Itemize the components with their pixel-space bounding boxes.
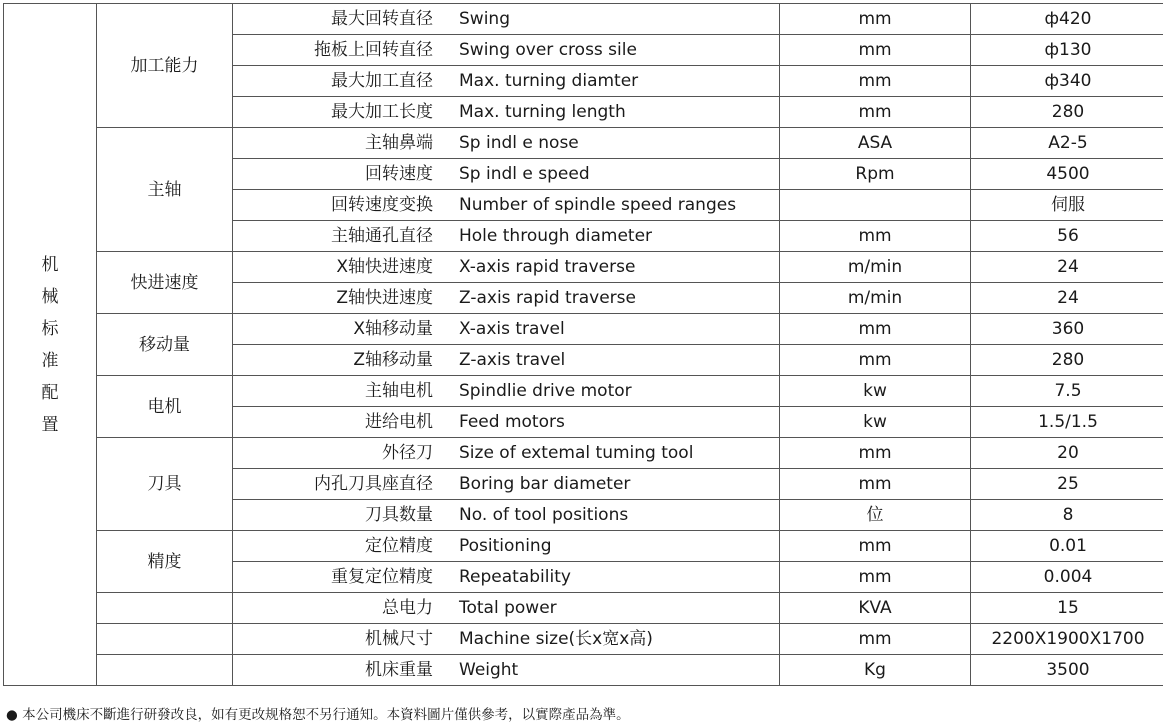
- table-row: [4, 438, 1163, 469]
- item-name-en: Boring bar diameter: [437, 469, 780, 500]
- item-unit: Kg: [780, 655, 971, 686]
- table-row: [4, 128, 1163, 159]
- item-name-en: Size of extemal tuming tool: [437, 438, 780, 469]
- item-unit: KVA: [780, 593, 971, 624]
- item-name-zh: 最大回转直径: [233, 4, 438, 35]
- group-label: [97, 655, 233, 686]
- group-label: 刀具: [97, 438, 233, 531]
- item-name-zh: 回转速度: [233, 159, 438, 190]
- item-value: 0.004: [971, 562, 1163, 593]
- item-name-en: Z-axis rapid traverse: [437, 283, 780, 314]
- item-name-en: Weight: [437, 655, 780, 686]
- item-value: 24: [971, 283, 1163, 314]
- table-row: [4, 376, 1163, 407]
- item-unit: kw: [780, 376, 971, 407]
- item-name-en: Number of spindle speed ranges: [437, 190, 780, 221]
- main-category-char: 置: [41, 414, 59, 435]
- table-row: [4, 531, 1163, 562]
- group-label: 电机: [97, 376, 233, 438]
- group-label: 主轴: [97, 128, 233, 252]
- item-unit: mm: [780, 562, 971, 593]
- item-name-zh: 最大加工直径: [233, 66, 438, 97]
- item-name-zh: 外径刀: [233, 438, 438, 469]
- item-name-en: Total power: [437, 593, 780, 624]
- item-name-zh: 主轴电机: [233, 376, 438, 407]
- item-value: 0.01: [971, 531, 1163, 562]
- item-name-zh: 内孔刀具座直径: [233, 469, 438, 500]
- footnote: ● 本公司機床不斷進行研發改良，如有更改规格恕不另行通知。本資料圖片僅供參考，以實際產品為準。: [6, 707, 630, 723]
- item-value: ф340: [971, 66, 1163, 97]
- item-value: 25: [971, 469, 1163, 500]
- table-row: [4, 593, 1163, 624]
- item-value: 20: [971, 438, 1163, 469]
- item-value: 56: [971, 221, 1163, 252]
- item-name-en: Max. turning diamter: [437, 66, 780, 97]
- item-name-zh: 重复定位精度: [233, 562, 438, 593]
- item-unit: mm: [780, 314, 971, 345]
- item-value: 15: [971, 593, 1163, 624]
- spec-table-body: [4, 4, 1163, 686]
- item-name-en: Sp indl e nose: [437, 128, 780, 159]
- item-name-en: Swing over cross sile: [437, 35, 780, 66]
- item-unit: [780, 190, 971, 221]
- item-unit: mm: [780, 438, 971, 469]
- item-name-en: X-axis travel: [437, 314, 780, 345]
- group-label: 快进速度: [97, 252, 233, 314]
- item-value: 1.5/1.5: [971, 407, 1163, 438]
- main-category-char: 配: [41, 382, 59, 403]
- item-value: ф130: [971, 35, 1163, 66]
- item-unit: mm: [780, 66, 971, 97]
- item-value: 伺服: [971, 190, 1163, 221]
- item-unit: mm: [780, 35, 971, 66]
- item-unit: mm: [780, 221, 971, 252]
- item-name-zh: Z轴移动量: [233, 345, 438, 376]
- table-row: [4, 314, 1163, 345]
- item-unit: mm: [780, 97, 971, 128]
- group-label: 移动量: [97, 314, 233, 376]
- group-label: 加工能力: [97, 4, 233, 128]
- item-value: ф420: [971, 4, 1163, 35]
- item-name-zh: 主轴通孔直径: [233, 221, 438, 252]
- spec-table: [3, 3, 1163, 686]
- table-row: [4, 655, 1163, 686]
- main-category-cell: [4, 4, 97, 686]
- group-label: [97, 593, 233, 624]
- item-name-zh: 定位精度: [233, 531, 438, 562]
- main-category-char: 标: [41, 318, 59, 339]
- item-name-zh: 机械尺寸: [233, 624, 438, 655]
- item-name-en: Sp indl e speed: [437, 159, 780, 190]
- item-name-zh: X轴快进速度: [233, 252, 438, 283]
- item-name-zh: X轴移动量: [233, 314, 438, 345]
- item-unit: mm: [780, 624, 971, 655]
- item-unit: mm: [780, 345, 971, 376]
- item-unit: mm: [780, 531, 971, 562]
- item-name-zh: 拖板上回转直径: [233, 35, 438, 66]
- item-name-en: Max. turning length: [437, 97, 780, 128]
- item-value: 360: [971, 314, 1163, 345]
- group-label: [97, 624, 233, 655]
- group-label: 精度: [97, 531, 233, 593]
- main-category-char: 机: [41, 254, 59, 275]
- item-value: 7.5: [971, 376, 1163, 407]
- item-value: 24: [971, 252, 1163, 283]
- item-name-en: Spindlie drive motor: [437, 376, 780, 407]
- item-name-en: Feed motors: [437, 407, 780, 438]
- item-value: 8: [971, 500, 1163, 531]
- item-unit: 位: [780, 500, 971, 531]
- item-unit: mm: [780, 4, 971, 35]
- item-name-zh: 回转速度变换: [233, 190, 438, 221]
- table-row: [4, 624, 1163, 655]
- item-value: 280: [971, 345, 1163, 376]
- item-unit: Rpm: [780, 159, 971, 190]
- item-name-en: Hole through diameter: [437, 221, 780, 252]
- item-value: 280: [971, 97, 1163, 128]
- main-category-char: 械: [41, 286, 59, 307]
- item-name-zh: 主轴鼻端: [233, 128, 438, 159]
- item-value: 4500: [971, 159, 1163, 190]
- item-unit: kw: [780, 407, 971, 438]
- item-name-zh: Z轴快进速度: [233, 283, 438, 314]
- item-name-zh: 最大加工长度: [233, 97, 438, 128]
- item-name-en: No. of tool positions: [437, 500, 780, 531]
- main-category-char: 准: [41, 350, 59, 371]
- item-unit: m/min: [780, 283, 971, 314]
- item-value: A2-5: [971, 128, 1163, 159]
- item-name-zh: 总电力: [233, 593, 438, 624]
- table-row: [4, 252, 1163, 283]
- item-name-en: Swing: [437, 4, 780, 35]
- item-name-zh: 进给电机: [233, 407, 438, 438]
- item-value: 2200X1900X1700: [971, 624, 1163, 655]
- item-name-en: Z-axis travel: [437, 345, 780, 376]
- item-unit: mm: [780, 469, 971, 500]
- table-row: [4, 4, 1163, 35]
- item-unit: ASA: [780, 128, 971, 159]
- item-name-zh: 刀具数量: [233, 500, 438, 531]
- item-unit: m/min: [780, 252, 971, 283]
- item-name-en: Repeatability: [437, 562, 780, 593]
- item-name-en: Machine size(长x宽x高): [437, 624, 780, 655]
- item-name-zh: 机床重量: [233, 655, 438, 686]
- item-name-en: X-axis rapid traverse: [437, 252, 780, 283]
- item-name-en: Positioning: [437, 531, 780, 562]
- item-value: 3500: [971, 655, 1163, 686]
